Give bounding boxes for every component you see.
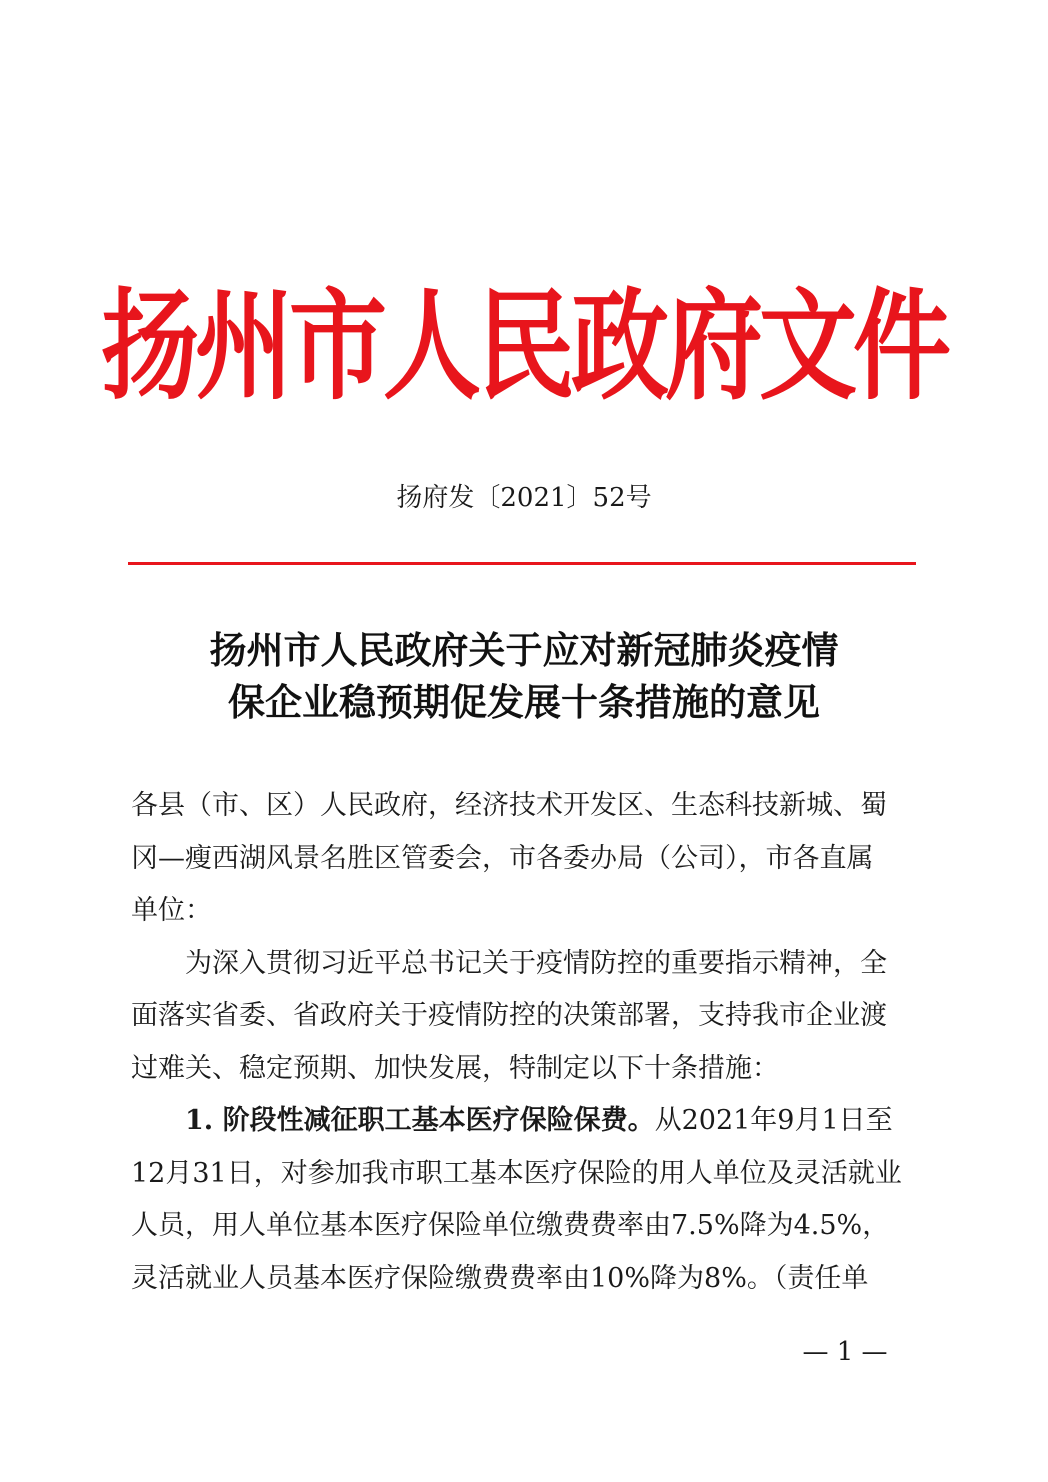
intro-line-1: 为深入贯彻习近平总书记关于疫情防控的重要指示精神，全 bbox=[185, 947, 887, 979]
measure-1-line-1-rest: 从2021年9月1日至 bbox=[654, 1105, 893, 1136]
document-body bbox=[131, 780, 916, 1305]
document-number: 扬府发〔2021〕52号 bbox=[396, 483, 652, 513]
measure-1-line-3: 人员，用人单位基本医疗保险单位缴费费率由7.5%降为4.5%， bbox=[131, 1210, 890, 1241]
measure-1-line-4: 灵活就业人员基本医疗保险缴费费率由10%降为8%。（责任单 bbox=[131, 1262, 869, 1294]
title-line-1: 扬州市人民政府关于应对新冠肺炎疫情 bbox=[209, 628, 839, 672]
addressee-line-2: 冈—瘦西湖风景名胜区管委会，市各委办局（公司），市各直属 bbox=[131, 842, 874, 874]
intro-line-2: 面落实省委、省政府关于疫情防控的决策部署，支持我市企业渡 bbox=[131, 1000, 887, 1031]
measure-1-line-1 bbox=[131, 1095, 916, 1148]
masthead-title: 扬州市人民政府文件 bbox=[100, 276, 947, 417]
measure-1-heading: 1. 阶段性减征职工基本医疗保险保费。 bbox=[185, 1105, 655, 1136]
measure-1-line-2: 12月31日，对参加我市职工基本医疗保险的用人单位及灵活就业 bbox=[131, 1157, 902, 1189]
intro-line-3: 过难关、稳定预期、加快发展，特制定以下十条措施： bbox=[131, 1052, 779, 1084]
title-line-2: 保企业稳预期促发展十条措施的意见 bbox=[228, 680, 820, 724]
red-divider-rule bbox=[128, 562, 916, 565]
page-number: — 1 — bbox=[802, 1337, 888, 1367]
document-title bbox=[100, 624, 948, 728]
addressee-line-3: 单位： bbox=[131, 895, 212, 926]
addressee-line-1: 各县（市、区）人民政府，经济技术开发区、生态科技新城、蜀 bbox=[131, 790, 887, 821]
